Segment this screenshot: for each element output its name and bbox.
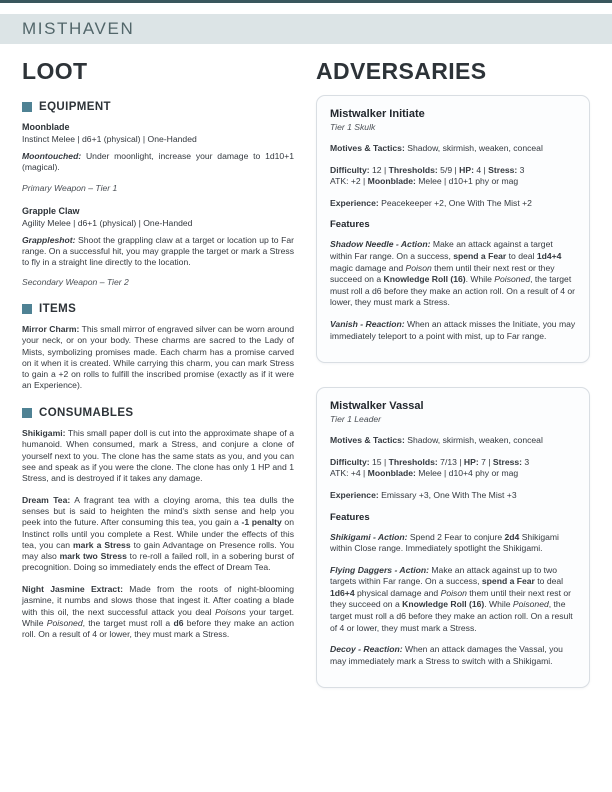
loot-title: LOOT (22, 58, 88, 84)
adversary-motives: Motives & Tactics: Shadow, skirmish, weaken, conceal (330, 435, 543, 446)
feature-flying-daggers: Flying Daggers - Action: Make an attack against up to two targets within Far range. On a success, spend a Fear to deal 1d6+4 physical damage and Poison them until their next rest or they succeed on a Knowledge Roll (16). While Poisoned, the target must roll a d6 before they make an action roll. On a result of 4 or lower, they must mark a Stress. (330, 564, 573, 633)
entry-text: Dream Tea: A fragrant tea with a cloying aroma, this tea dulls the senses but is said to heighten the mind's sixth sense and help you peek into the future. After consuming this tea, you gain a -1 penalty on Instinct rolls until you complete a Rest. While under the effects of this tea, you can mark a Stress to gain Advantage on Presence rolls. You may also mark two Stress to re-roll a failed roll, in a sobering burst of precognition. Doing so immediately ends the effect of Dream Tea. (22, 495, 295, 573)
equipment-item-grapple-claw (22, 206, 294, 288)
entry-text: Mirror Charm: This small mirror of engraved silver can be worn around your neck, or on your body. These charms are sacred to the Lady of Mists, symbolizing promises made. Each charm has a promise carved on it when it is created. While carrying this charm, you can mark Stress to gain a +2 on rolls to fulfill the inscribed promise (exactly as if it were an Experience). (22, 324, 294, 391)
adversary-statline-1: Difficulty: 12 | Thresholds: 5/9 | HP: 4 | Stress: 3 (330, 164, 525, 175)
feature-decoy: Decoy - Reaction: When an attack damages the Vassal, you may immediately mark a Stress to switch with a Shikigami. (330, 644, 563, 666)
adversary-statblock (330, 165, 576, 188)
section-label: CONSUMABLES (39, 407, 134, 420)
adversary-card-mistwalker-initiate (316, 95, 590, 363)
item-name: Moonblade (22, 122, 70, 132)
section-label: ITEMS (39, 303, 77, 316)
features-heading: Features (330, 511, 370, 523)
features-heading: Features (330, 219, 370, 231)
adversaries-column (316, 44, 590, 688)
adversary-statblock (330, 457, 576, 480)
section-label: EQUIPMENT (39, 101, 111, 113)
section-square-icon (22, 304, 32, 314)
item-tier-label: Primary Weapon – Tier 1 (22, 182, 118, 193)
adversary-motives: Motives & Tactics: Shadow, skirmish, weaken, conceal (330, 143, 543, 153)
equipment-item-moonblade (22, 122, 294, 193)
consumable-entry-dream-tea (22, 495, 294, 573)
item-name: Grapple Claw (22, 205, 80, 216)
adversary-experience: Experience: Emissary +3, One With The Mist +3 (330, 489, 517, 500)
adversary-card-mistwalker-vassal (316, 387, 590, 688)
adversary-tier: Tier 1 Skulk (330, 122, 376, 132)
item-statline: Agility Melee | d6+1 (physical) | One-Handed (22, 217, 193, 228)
adversary-tier: Tier 1 Leader (330, 414, 382, 425)
item-entry-mirror-charm (22, 324, 294, 391)
section-square-icon (22, 408, 32, 418)
feature-vanish: Vanish - Reaction: When an attack misses the Initiate, you may immediately teleport to a point with mist, up to Far range. (330, 318, 576, 341)
adversary-statline-2: ATK: +4 | Moonblade: Melee | d10+4 phy or mag (330, 468, 519, 479)
entry-text: Shikigami: This small paper doll is cut into the approximate shape of a humanoid. When consumed, mark a Stress, and conjure a clone of yourself next to you. The clone has the same stats as you, and you can see and speak as if you were the clone. The clone has only 1 HP and 1 Stress, and is destroyed if it takes any damage. (22, 428, 294, 483)
item-ability-text: Moontouched: Under moonlight, increase your damage to 1d10+1 (magical). (22, 151, 294, 173)
adversary-experience: Experience: Peacekeeper +2, One With The Mist +2 (330, 197, 532, 208)
top-accent-line (0, 0, 612, 3)
item-statline: Instinct Melee | d6+1 (physical) | One-Handed (22, 134, 197, 144)
feature-shikigami: Shikigami - Action: Spend 2 Fear to conjure 2d4 Shikigami within Close range. Immediately spotlight the Shikigami. (330, 531, 559, 554)
adversaries-title: ADVERSARIES (316, 58, 487, 84)
feature-shadow-needle: Shadow Needle - Action: Make an attack against a target within Far range. On a success, spend a Fear to deal 1d4+4 magic damage and Poison them until their next rest or they succeed on a Knowledge Roll (16). While Poisoned, the target must roll a d6 before they make an action roll. On a result of 4 or lower, they must mark a Stress. (330, 239, 576, 308)
consumable-entry-night-jasmine (22, 584, 294, 640)
entry-text: Night Jasmine Extract: Made from the roots of night-blooming jasmine, it numbs and slows those that ingest it. After coating a blade with this oil, the next successful attack you deal Poisons your target. While Poisoned, the target must roll a d6 before they make an action roll. On a result of 4 or lower, they must mark a Stress. (22, 584, 294, 639)
loot-column (22, 44, 294, 688)
section-square-icon (22, 102, 32, 112)
brand-band (0, 14, 612, 44)
section-header-consumables (22, 407, 294, 419)
adversary-name: Mistwalker Initiate (330, 108, 425, 120)
adversary-statline-2: ATK: +2 | Moonblade: Melee | d10+1 phy or mag (330, 176, 519, 187)
adversary-statline-1: Difficulty: 15 | Thresholds: 7/13 | HP: 7 | Stress: 3 (330, 456, 530, 467)
item-ability-text: Grappleshot: Shoot the grappling claw at a target or location up to Far range. On a successful hit, you may grapple the target or mark a Stress to fly in a straight line directly to the location. (22, 234, 294, 268)
page-columns (0, 44, 612, 688)
section-header-items (22, 303, 294, 315)
consumable-entry-shikigami (22, 428, 294, 484)
item-tier-label: Secondary Weapon – Tier 2 (22, 277, 129, 288)
adversary-name: Mistwalker Vassal (330, 400, 424, 413)
section-header-equipment (22, 101, 294, 113)
brand-label: MISTHAVEN (22, 19, 135, 38)
